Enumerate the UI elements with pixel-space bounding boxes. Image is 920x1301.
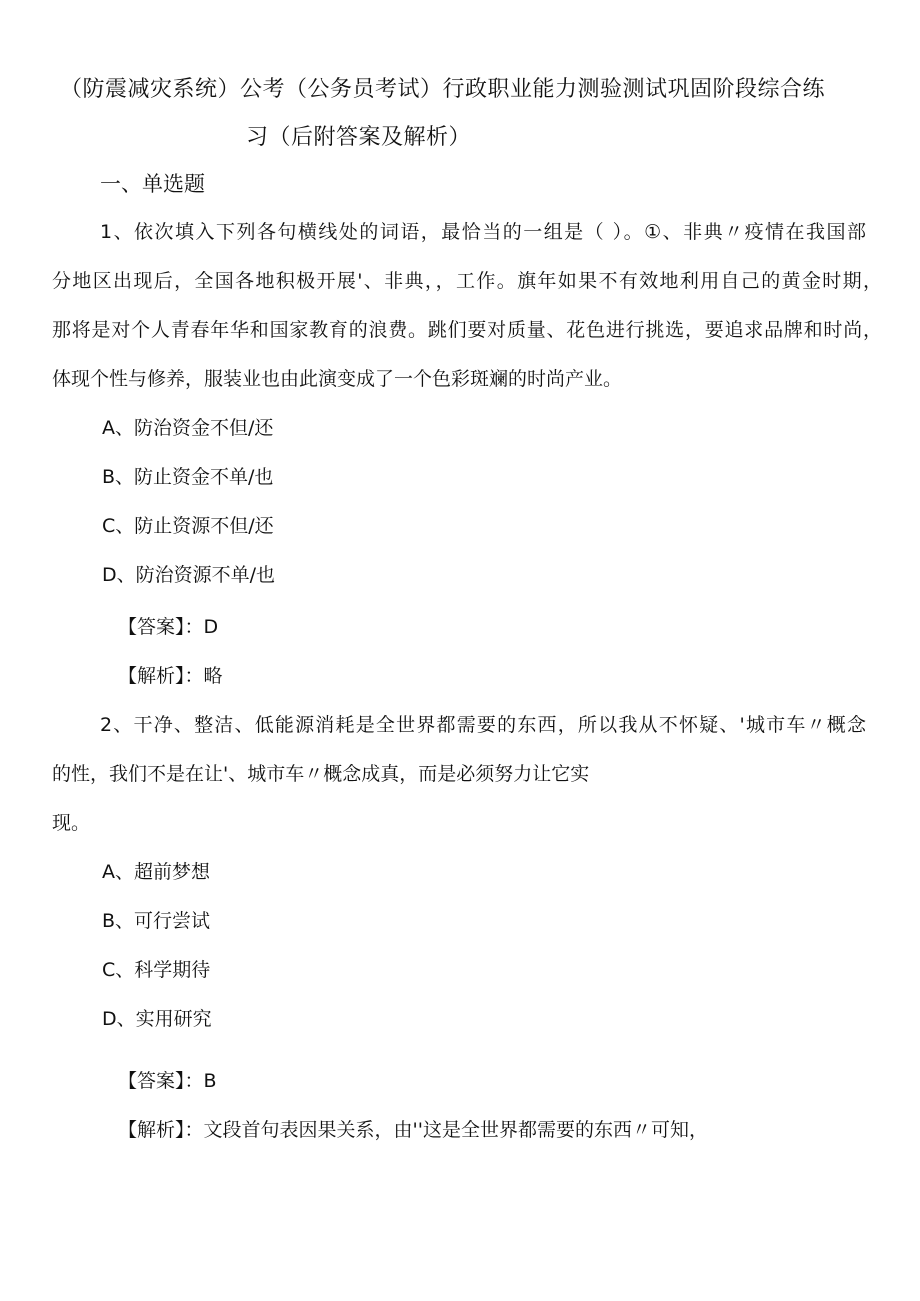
q1-text-line-3: 那将是对个人青春年华和国家教育的浪费。跳们要对质量、花色进行挑选，要追求品牌和时尚，	[52, 319, 882, 341]
q1-text-line-1: 1、依次填入下列各句横线处的词语，最恰当的一组是（ ）。①、非典〃疫情在我国部	[100, 221, 866, 243]
q2-text-line-3: 现。	[52, 812, 91, 834]
q2-text-line-1: 2、干净、整洁、低能源消耗是全世界都需要的东西，所以我从不怀疑、'城市车〃概念	[100, 714, 866, 736]
section-heading: 一、单选题	[100, 172, 205, 196]
q1-option-c: C、防止资源不但/还	[102, 515, 274, 537]
q1-text-line-2: 分地区出现后，全国各地积极开展'、非典，，工作。旗年如果不有效地利用自己的黄金时期，	[52, 270, 882, 292]
q2-option-b: B、可行尝试	[102, 910, 211, 932]
title-line-2: 习（后附答案及解析）	[246, 125, 472, 150]
q1-analysis: 【解析】：略	[118, 665, 223, 687]
document-title	[60, 66, 860, 162]
q2-option-a: A、超前梦想	[102, 861, 210, 883]
q1-answer: 【答案】：D	[118, 616, 219, 638]
q2-text-line-2: 的性，我们不是在让'、城市车〃概念成真，而是必须努力让它实	[52, 763, 590, 785]
q1-option-b: B、防止资金不单/也	[102, 466, 274, 488]
q2-option-d: D、实用研究	[102, 1008, 212, 1030]
q1-option-a: A、防治资金不但/还	[102, 417, 274, 439]
title-line-1: （防震减灾系统）公考（公务员考试）行政职业能力测验测试巩固阶段综合练	[60, 77, 826, 102]
q1-text-line-4: 体现个性与修养，服装业也由此演变成了一个色彩斑斓的时尚产业。	[52, 368, 623, 390]
q1-option-d: D、防治资源不单/也	[102, 564, 276, 586]
q2-option-c: C、科学期待	[102, 959, 211, 981]
q2-analysis: 【解析】：文段首句表因果关系，由''这是全世界都需要的东西〃可知，	[118, 1119, 708, 1141]
q2-answer: 【答案】：B	[118, 1070, 217, 1092]
